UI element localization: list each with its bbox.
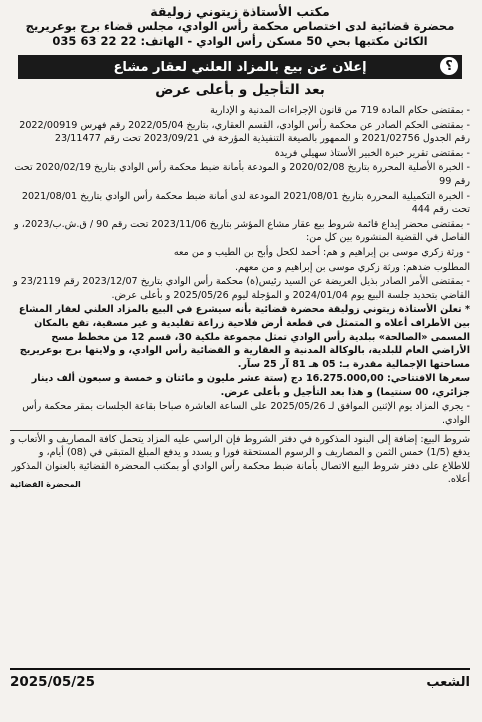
paragraph: - ورثة زكري موسى بن إبراهيم و هم: أحمد لكحل وأبح بن الطيب و من معه [173,246,470,258]
paragraph-price: سعرها الافتتاحي: 16.275.000,00 دج (ستة عشر مليون و مائتان و خمسة و سبعون ألف دينار جزائري، 00 سنتيما) و هذا بعد التأجيل و بأعلى عرض. [31,373,470,398]
paragraph: - بمقتضى الأمر الصادر بذيل العريضة عن السيد رئيس(ة) محكمة رأس الوادي بتاريخ 2023/12/07 رقم 23/2119 و القاضي بتحديد جلسة البيع يوم 2024/01/04 و المؤجلة ليوم 2025/05/26 و بأعلى عرض. [13,276,470,301]
sale-conditions: شروط البيع: إضافة إلى البنود المذكورة في دفتر الشروط فإن الراسي عليه المزاد يتحمل كافة المصاريف و الأتعاب و يدفع (1/5) خمس الثمن و المصاريف و الرسوم المستحقة فورا و يسدد و يدفع المبلغ المتبقي في (08) أيام، و للاطلاع على دفتر شروط البيع الاتصال بأمانة ضبط محكمة رأس الوادي أو بمكتب المحضرة القضائية بالعنوان المذكور أعلاه. [10,433,470,486]
bailiff-signature-label: المحضرة القضائية [10,480,81,490]
notice-body [10,104,470,489]
notice-header [10,4,470,49]
question-mark-icon: ؟ [440,57,458,75]
paragraph-auction-date: - يجري المزاد يوم الإثنين الموافق لـ 2025/05/26 على الساعة العاشرة صباحا بقاعة الجلسات بمقر محكمة رأس الوادي. [22,401,470,427]
publication-date: 2025/05/25 [10,674,96,690]
paragraph: المطلوب ضدهم: ورثة زكري موسى بن إبراهيم و من معهم. [235,261,470,273]
paragraph: - بمقتضى تقرير خبرة الخبير الأستاذ سهيلي فريدة [274,147,470,159]
paragraph: - بمقتضى حكام المادة 719 من قانون الإجراءات المدنية و الإدارية [210,105,470,116]
paragraph-property: * تعلن الأستاذة زيتوني زوليقة محضرة قضائية بأنه سيشرع في البيع بالمزاد العلني لعقار المشاع بين الأطراف أعلاه و المتمثل في قطعة أرض فلاحية زراعة تقليدية و غير مسقية، تقع بالمكان المسمى «الصالحة» ببلدية رأس الوادي تمثل مجموعة ملكية 30، قسم 12 من مخطط مسح الأراضي العام للبلدية، بالوكالة المدنية و العقارية و القضائية رأس الوادي، و ولايتها برج بوعريريج مساحتها الإجمالية مقدرة بـ: 05 هـ 81 آر 25 سآر. [18,304,470,370]
announcement-subtitle: بعد التأجيل و بأعلى عرض [155,82,325,98]
publication-footer [10,668,470,690]
paragraph: - الخبرة الأصلية المحررة بتاريخ 2020/02/08 و المودعة بأمانة ضبط محكمة رأس الوادي بتاريخ 2020/02/19 تحت رقم 99 [14,162,470,187]
paragraph: - الخبرة التكميلية المحررة بتاريخ 2021/08/01 المودعة لدى أمانة ضبط محكمة رأس الوادي بتاريخ 2021/08/01 تحت رقم 444 [21,190,470,216]
paragraph: - بمقتضى محضر إيداع قائمة شروط بيع عقار مشاع المؤشر بتاريخ 2023/11/06 تحت رقم 90 / ق.ش.ب/2023، و الفاصل في القضية المنشورة بين كل من: [14,218,470,244]
address-phone-line: الكائن مكتبها بحي 50 مسكن رأس الوادي - الهاتف: 22 22 63 035 [52,34,428,48]
office-name: مكتب الأستاذة زيتوني زوليقة [150,4,330,19]
divider [10,430,470,431]
announcement-banner [18,55,462,79]
newspaper-name: الشعب [426,674,470,690]
jurisdiction-line: محضرة قضائية لدى اختصاص محكمة رأس الوادي، مجلس قضاء برج بوعريريج [25,19,455,33]
paragraph: - بمقتضى الحكم الصادر عن محكمة رأس الوادي، القسم العقاري، بتاريخ 2022/05/04 رقم فهرس 2022/00919 رقم الجدول 2021/02756 و الممهور بالصيغة التنفيذية المؤرخة في 2023/09/21 تحت رقم 23/11477 [19,119,470,145]
banner-title: إعلان عن بيع بالمزاد العلني لعقار مشاع [113,59,367,75]
